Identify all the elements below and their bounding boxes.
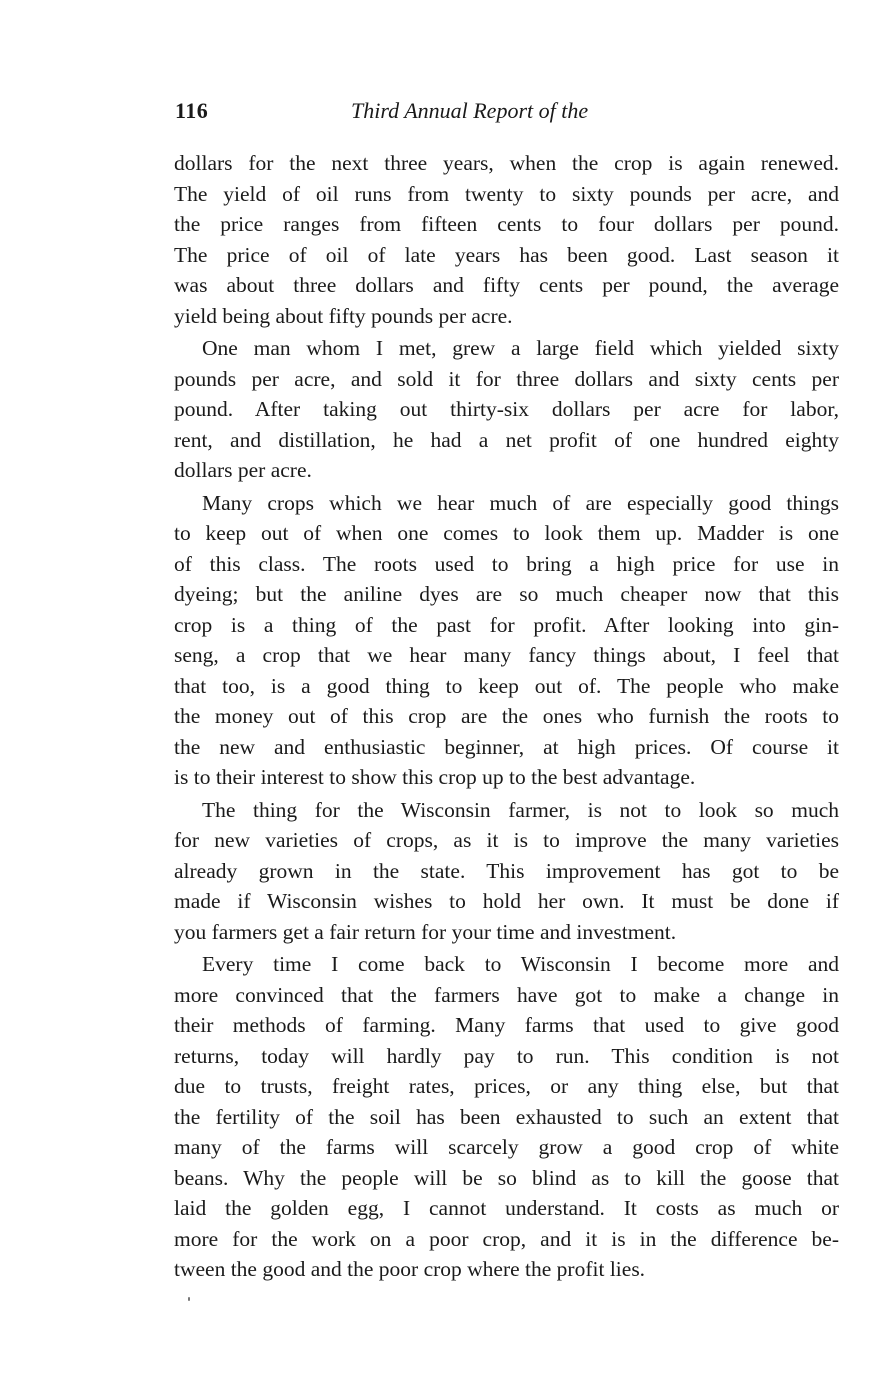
text-line: the new and enthusiastic beginner, at high prices. Of course it	[174, 734, 839, 759]
page-number: 116	[175, 98, 209, 123]
paragraph-2	[174, 333, 839, 486]
text-line: dyeing; but the aniline dyes are so much cheaper now that this	[174, 582, 839, 606]
page-header	[175, 98, 655, 132]
text-line: laid the golden egg, I cannot understand. It costs as much or	[174, 1196, 839, 1220]
text-line: beans. Why the people will be so blind as to kill the goose that	[174, 1165, 839, 1190]
text-line: dollars per acre.	[174, 458, 312, 482]
text-line: was about three dollars and fifty cents per pound, the average	[174, 273, 839, 297]
text-line: you farmers get a fair return for your time and investment.	[174, 919, 677, 944]
text-line: for new varieties of crops, as it is to improve the many varieties	[174, 828, 839, 852]
text-line: Many crops which we hear much of are especially good things	[202, 490, 839, 515]
text-line: pound. After taking out thirty-six dollars per acre for labor,	[174, 397, 839, 421]
text-line: the money out of this crop are the ones who furnish the roots to	[174, 704, 839, 728]
text-line: returns, today will hardly pay to run. This condition is not	[174, 1043, 839, 1068]
text-line: yield being about fifty pounds per acre.	[174, 303, 513, 328]
text-line: is to their interest to show this crop up to the best advantage.	[174, 765, 696, 789]
text-line: the fertility of the soil has been exhausted to such an extent that	[174, 1104, 839, 1129]
running-title: Third Annual Report of the	[351, 98, 589, 123]
text-line: that too, is a good thing to keep out of. The people who make	[174, 673, 839, 698]
text-line: rent, and distillation, he had a net profit of one hundred eighty	[174, 427, 839, 452]
text-line: One man whom I met, grew a large field which yielded sixty	[202, 336, 839, 360]
text-line: of this class. The roots used to bring a high price for use in	[174, 551, 839, 576]
text-line: The price of oil of late years has been good. Last season it	[174, 242, 839, 267]
paragraph-4	[174, 795, 839, 948]
text-line: more for the work on a poor crop, and it is in the difference be-	[174, 1226, 839, 1251]
paragraph-3	[174, 488, 839, 793]
ink-speck	[188, 1297, 190, 1301]
text-line: due to trusts, freight rates, prices, or any thing else, but that	[174, 1074, 839, 1098]
text-line: already grown in the state. This improvement has got to be	[174, 858, 839, 883]
text-line: seng, a crop that we hear many fancy things about, I feel that	[174, 643, 839, 667]
text-line: tween the good and the poor crop where the profit lies.	[174, 1257, 646, 1281]
body-text	[174, 148, 839, 1285]
paragraph-5	[174, 949, 839, 1285]
text-line: The yield of oil runs from twenty to sixty pounds per acre, and	[174, 181, 839, 206]
text-line: their methods of farming. Many farms that used to give good	[174, 1013, 839, 1037]
text-line: the price ranges from fifteen cents to four dollars per pound.	[174, 212, 839, 236]
text-line: crop is a thing of the past for profit. After looking into gin-	[174, 612, 839, 637]
text-line: made if Wisconsin wishes to hold her own. It must be done if	[174, 889, 839, 913]
text-line: more convinced that the farmers have got to make a change in	[174, 982, 839, 1007]
text-line: pounds per acre, and sold it for three dollars and sixty cents per	[174, 366, 839, 391]
text-line: The thing for the Wisconsin farmer, is not to look so much	[202, 797, 839, 822]
text-line: many of the farms will scarcely grow a good crop of white	[174, 1135, 839, 1159]
text-line: dollars for the next three years, when the crop is again renewed.	[174, 151, 839, 175]
paragraph-1	[174, 148, 839, 331]
text-line: to keep out of when one comes to look them up. Madder is one	[174, 521, 839, 545]
text-line: Every time I come back to Wisconsin I become more and	[202, 952, 839, 976]
